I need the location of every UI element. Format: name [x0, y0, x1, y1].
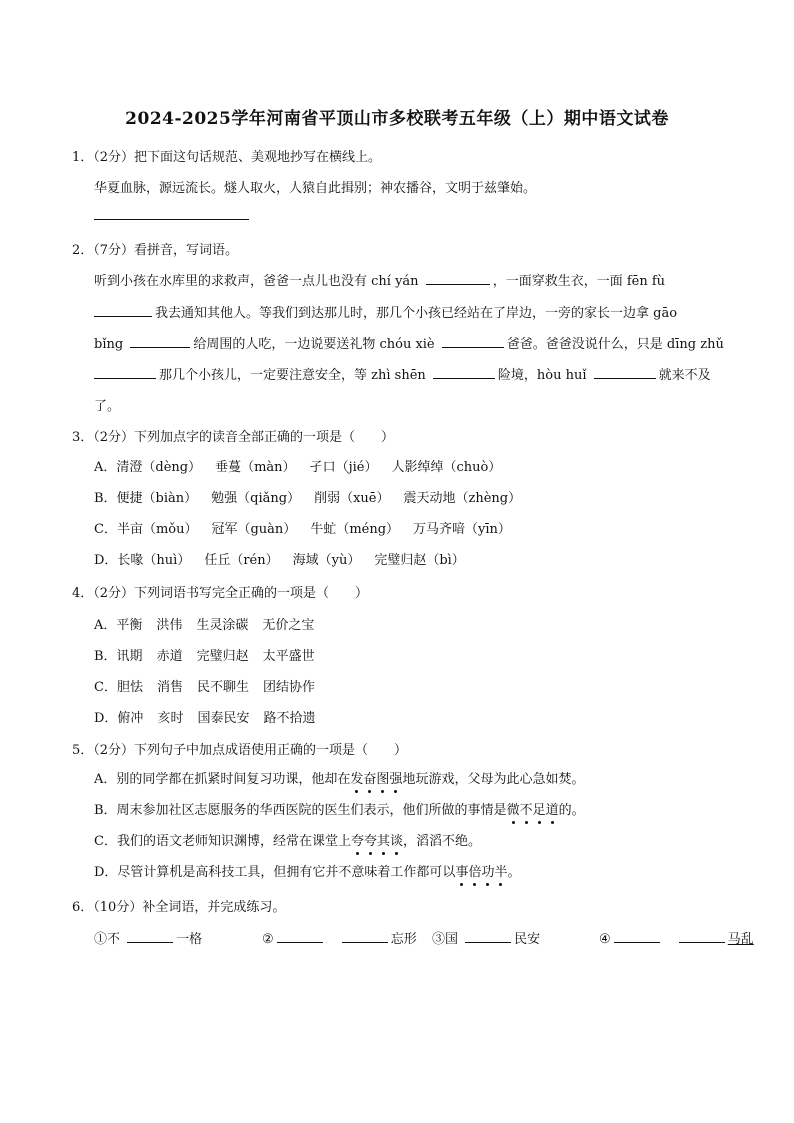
option-item: C．半亩（mǒu） — [94, 522, 198, 537]
option-item: A．平衡 — [94, 618, 143, 633]
option-item: A．清澄（dèng） — [94, 460, 202, 475]
q2-text: 险境，hòu huǐ — [497, 368, 587, 383]
emphasis-dot-char: 强 — [389, 772, 403, 787]
q6-blank-5[interactable] — [614, 930, 660, 943]
q6-blank-6[interactable] — [679, 930, 725, 943]
question-2-line-2 — [94, 302, 677, 321]
option-item: 牛虻（méng） — [310, 522, 400, 537]
q2-blank-6[interactable] — [433, 366, 495, 379]
q6-item-4 — [599, 928, 754, 947]
dotted-idiom — [350, 772, 402, 787]
q6-blank-2[interactable] — [277, 930, 323, 943]
q6-text: ③国 — [432, 932, 459, 947]
q2-blank-1[interactable] — [426, 272, 490, 285]
question-4-option-b[interactable] — [94, 645, 329, 664]
question-2-line-1 — [94, 270, 665, 289]
emphasis-dot-char: 道 — [545, 803, 559, 818]
dotted-idiom — [351, 834, 403, 849]
q2-text: 我去通知其他人。等我们到达那儿时，那几个小孩已经站在了岸边，一旁的家长一边拿 gāo — [155, 306, 678, 321]
question-1-answer-line[interactable] — [94, 219, 249, 220]
emphasis-dot-char: 奋 — [363, 772, 377, 787]
option-item: 削弱（xuē） — [314, 491, 390, 506]
q6-text: ② — [262, 932, 274, 947]
question-3-option-b[interactable] — [94, 487, 535, 506]
option-item: C．胆怯 — [94, 680, 143, 695]
q6-blank-1[interactable] — [127, 930, 173, 943]
question-3-option-d[interactable] — [94, 549, 479, 568]
option-item: 赤道 — [156, 649, 183, 664]
question-3-stem: 3．（2分）下列加点字的读音全部正确的一项是（ ） — [72, 430, 395, 445]
option-item: 民不聊生 — [196, 680, 249, 695]
q6-text: 马乱 — [727, 932, 754, 947]
q2-blank-7[interactable] — [594, 366, 656, 379]
option-item: 人影绰绰（chuò） — [391, 460, 502, 475]
q2-text: 那几个小孩儿，一定要注意安全，等 zhì shēn — [159, 368, 426, 383]
question-5-option-a[interactable] — [94, 768, 584, 787]
option-item: B．便捷（biàn） — [94, 491, 198, 506]
dotted-idiom — [455, 865, 507, 880]
option-text: 地玩游戏，父母为此心急如焚。 — [402, 772, 585, 787]
q6-item-3 — [432, 928, 540, 947]
option-item: 洪伟 — [156, 618, 183, 633]
option-text: 的。 — [558, 803, 585, 818]
emphasis-dot-char: 谈 — [390, 834, 404, 849]
page-title: 2024-2025学年河南省平顶山市多校联考五年级（上）期中语文试卷 — [125, 109, 669, 129]
q6-text: 一格 — [176, 932, 203, 947]
emphasis-dot-char: 倍 — [468, 865, 482, 880]
question-4-option-a[interactable] — [94, 614, 328, 633]
emphasis-dot-char: 事 — [455, 865, 469, 880]
option-item: 完璧归赵（bì） — [374, 553, 465, 568]
q6-text: ④ — [599, 932, 611, 947]
option-item: 国泰民安 — [197, 711, 250, 726]
option-text: 。 — [507, 865, 521, 880]
question-5-option-b[interactable] — [94, 799, 585, 818]
question-6-stem: 6．（10分）补全词语，并完成练习。 — [72, 900, 286, 915]
emphasis-dot-char: 发 — [350, 772, 364, 787]
option-item: B．讯期 — [94, 649, 143, 664]
q2-text: 就来不及 — [658, 368, 711, 383]
option-text: D．尽管计算机是高科技工具，但拥有它并不意味着工作都可以 — [94, 865, 456, 880]
emphasis-dot-char: 半 — [494, 865, 508, 880]
question-2-line-5: 了。 — [94, 399, 121, 414]
option-item: 任丘（rén） — [204, 553, 279, 568]
question-4-stem: 4．（2分）下列词语书写完全正确的一项是（ ） — [72, 586, 369, 601]
q2-text: 给周围的人吃，一边说要送礼物 chóu xiè — [193, 337, 435, 352]
option-item: 海域（yù） — [292, 553, 361, 568]
option-text: A．别的同学都在抓紧时间复习功课，他却在 — [94, 772, 351, 787]
emphasis-dot-char: 夸 — [363, 834, 377, 849]
question-5-option-d[interactable] — [94, 861, 521, 880]
option-item: 亥时 — [157, 711, 184, 726]
option-item: 万马齐喑（yīn） — [413, 522, 511, 537]
option-item: 太平盛世 — [262, 649, 315, 664]
question-2-line-4 — [94, 364, 711, 383]
q6-text: ①不 — [94, 932, 121, 947]
option-text: C．我们的语文老师知识渊博，经常在课堂上 — [94, 834, 351, 849]
emphasis-dot-char: 足 — [532, 803, 546, 818]
q2-blank-5[interactable] — [94, 366, 156, 379]
option-item: 团结协作 — [262, 680, 315, 695]
emphasis-dot-char: 微 — [506, 803, 520, 818]
question-1-sentence: 华夏血脉，源远流长。燧人取火，人猿自此揖别；神农播谷，文明于兹肇始。 — [94, 181, 537, 196]
question-2-line-3 — [94, 333, 724, 352]
emphasis-dot-char: 其 — [376, 834, 390, 849]
option-item: D．长喙（huì） — [94, 553, 191, 568]
question-2-stem: 2．（7分）看拼音，写词语。 — [72, 243, 239, 258]
dotted-idiom — [507, 803, 559, 818]
q2-text: 听到小孩在水库里的求救声，爸爸一点儿也没有 chí yán — [94, 274, 419, 289]
q6-blank-4[interactable] — [465, 930, 511, 943]
option-item: D．俯冲 — [94, 711, 144, 726]
q6-text: 忘形 — [390, 932, 417, 947]
option-item: 勉强（qiǎng） — [211, 491, 301, 506]
question-5-option-c[interactable] — [94, 830, 481, 849]
option-item: 路不拾遗 — [263, 711, 316, 726]
q2-text: ，一面穿救生衣，一面 fēn fù — [492, 274, 666, 289]
q2-blank-3[interactable] — [130, 335, 190, 348]
emphasis-dot-char: 不 — [519, 803, 533, 818]
emphasis-dot-char: 图 — [376, 772, 390, 787]
question-3-option-c[interactable] — [94, 518, 525, 537]
q2-blank-2[interactable] — [94, 304, 152, 317]
question-4-option-d[interactable] — [94, 707, 329, 726]
option-text: ，滔滔不绝。 — [403, 834, 482, 849]
q6-blank-3[interactable] — [342, 930, 388, 943]
question-1-stem: 1．（2分）把下面这句话规范、美观地抄写在横线上。 — [72, 150, 382, 165]
q6-item-1 — [94, 928, 202, 947]
option-item: 无价之宝 — [262, 618, 315, 633]
option-item: 震天动地（zhèng） — [403, 491, 522, 506]
question-4-option-c[interactable] — [94, 676, 329, 695]
q2-text: 爸爸。爸爸没说什么，只是 dīng zhǔ — [506, 337, 724, 352]
option-text: B．周末参加社区志愿服务的华西医院的医生们表示，他们所做的事情是 — [94, 803, 507, 818]
option-item: 完璧归赵 — [196, 649, 249, 664]
q6-text: 民安 — [514, 932, 541, 947]
emphasis-dot-char: 夸 — [350, 834, 364, 849]
option-item: 消售 — [156, 680, 183, 695]
option-item: 冠军（guàn） — [211, 522, 297, 537]
q2-blank-4[interactable] — [442, 335, 504, 348]
question-5-stem: 5．（2分）下列句子中加点成语使用正确的一项是（ ） — [72, 743, 408, 758]
question-3-option-a[interactable] — [94, 456, 515, 475]
q2-text: bǐng — [94, 337, 124, 352]
option-item: 垂蔓（màn） — [215, 460, 296, 475]
emphasis-dot-char: 功 — [481, 865, 495, 880]
q6-item-2 — [262, 928, 417, 947]
option-item: 生灵涂碳 — [196, 618, 249, 633]
option-item: 孑口（jié） — [309, 460, 378, 475]
